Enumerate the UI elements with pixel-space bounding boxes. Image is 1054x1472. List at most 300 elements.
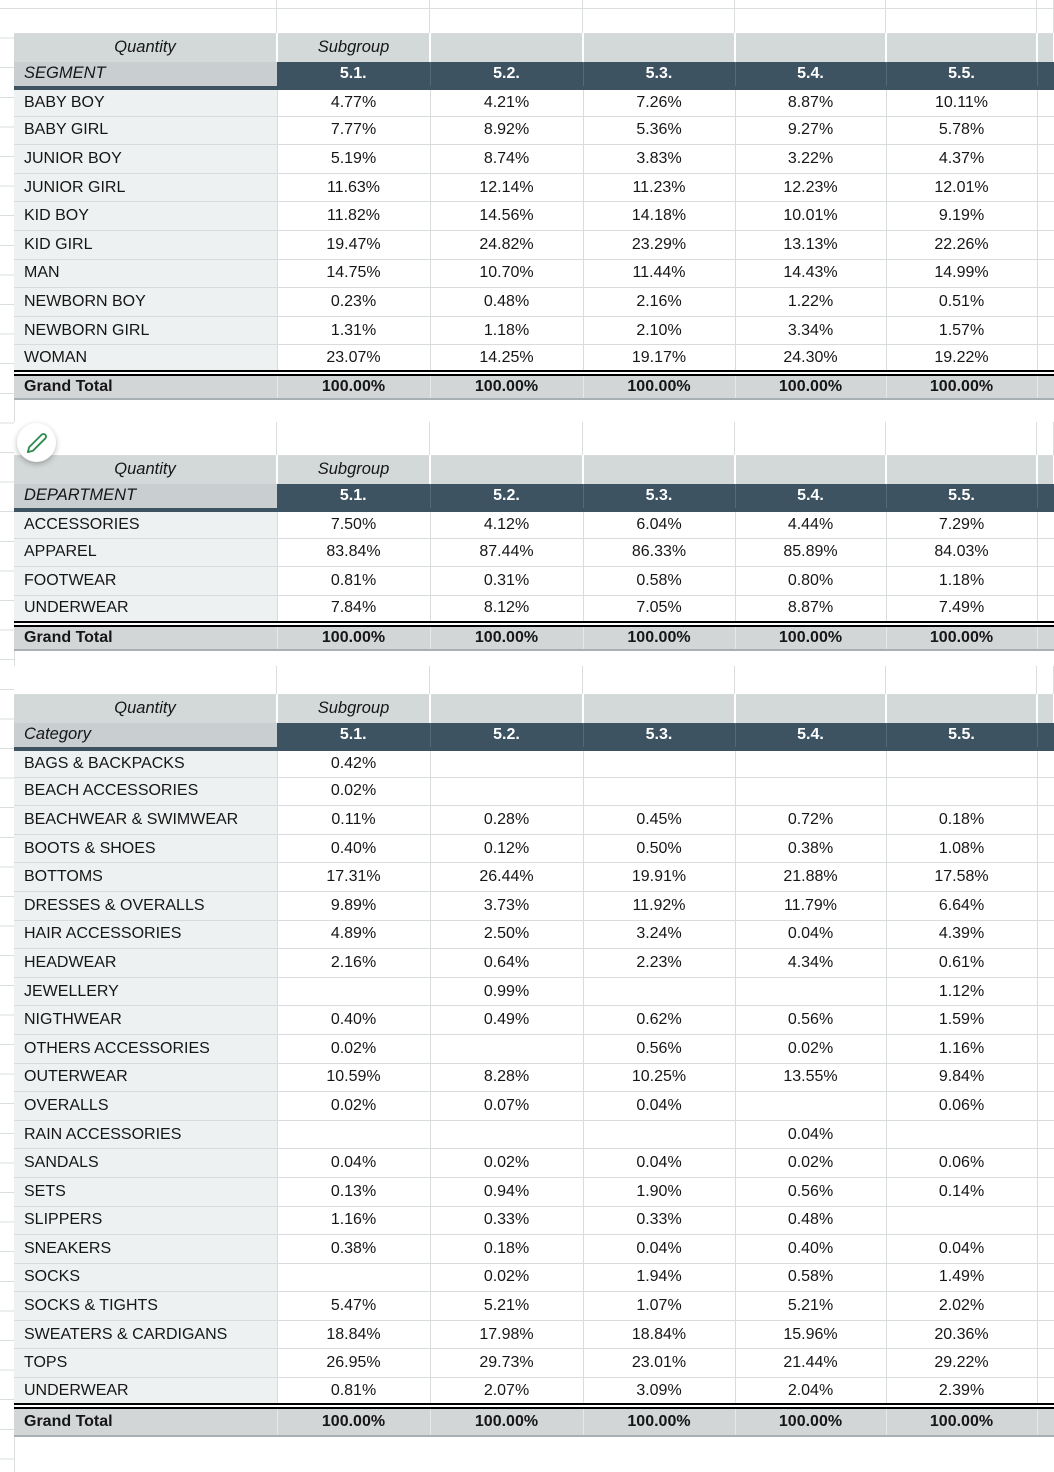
grand-total-value[interactable]: 100.00%: [886, 373, 1037, 399]
grand-total-value[interactable]: 100.00%: [277, 1406, 430, 1436]
empty-cell[interactable]: [735, 666, 886, 694]
value-cell[interactable]: 5.47%: [277, 1292, 430, 1321]
empty-cell[interactable]: [583, 422, 735, 455]
overflow-cell[interactable]: [1037, 538, 1054, 567]
overflow-cell[interactable]: [1037, 1320, 1054, 1349]
value-cell[interactable]: 2.50%: [430, 920, 583, 949]
value-cell[interactable]: 0.04%: [583, 1092, 735, 1121]
empty-cell[interactable]: [886, 0, 1037, 33]
header-cell-empty[interactable]: [1037, 456, 1054, 484]
value-cell[interactable]: 18.84%: [583, 1320, 735, 1349]
value-cell[interactable]: 1.57%: [886, 316, 1037, 345]
value-cell[interactable]: 0.02%: [277, 777, 430, 806]
overflow-cell[interactable]: [1037, 806, 1054, 835]
value-cell[interactable]: 0.06%: [886, 1149, 1037, 1178]
row-label-cell[interactable]: NEWBORN GIRL: [14, 316, 277, 345]
value-cell[interactable]: 11.44%: [583, 259, 735, 288]
value-cell[interactable]: [430, 749, 583, 778]
overflow-cell[interactable]: [1037, 1235, 1054, 1264]
overflow-cell[interactable]: [1037, 1006, 1054, 1035]
empty-cell[interactable]: [14, 666, 277, 694]
empty-cell[interactable]: [1037, 0, 1054, 33]
value-cell[interactable]: [277, 977, 430, 1006]
row-label-cell[interactable]: RAIN ACCESSORIES: [14, 1120, 277, 1149]
value-cell[interactable]: 23.29%: [583, 230, 735, 259]
grand-total-value[interactable]: 100.00%: [430, 373, 583, 399]
value-cell[interactable]: 3.73%: [430, 891, 583, 920]
value-cell[interactable]: 1.12%: [886, 977, 1037, 1006]
column-header[interactable]: 5.5.: [886, 62, 1037, 88]
value-cell[interactable]: 10.59%: [277, 1063, 430, 1092]
value-cell[interactable]: 4.77%: [277, 88, 430, 117]
row-label-cell[interactable]: BEACH ACCESSORIES: [14, 777, 277, 806]
value-cell[interactable]: 10.11%: [886, 88, 1037, 117]
header-cell-empty[interactable]: [886, 456, 1037, 484]
row-label-cell[interactable]: UNDERWEAR: [14, 595, 277, 624]
row-label-cell[interactable]: NEWBORN BOY: [14, 288, 277, 317]
overflow-cell[interactable]: [1037, 316, 1054, 345]
column-header[interactable]: 5.4.: [735, 484, 886, 510]
row-label-cell[interactable]: BABY BOY: [14, 88, 277, 117]
value-cell[interactable]: 0.31%: [430, 567, 583, 596]
row-label-cell[interactable]: HAIR ACCESSORIES: [14, 920, 277, 949]
overflow-cell[interactable]: [1037, 1063, 1054, 1092]
value-cell[interactable]: 23.01%: [583, 1349, 735, 1378]
value-cell[interactable]: 17.58%: [886, 863, 1037, 892]
value-cell[interactable]: 0.61%: [886, 949, 1037, 978]
value-cell[interactable]: 8.74%: [430, 145, 583, 174]
overflow-cell[interactable]: [1037, 1292, 1054, 1321]
value-cell[interactable]: 7.84%: [277, 595, 430, 624]
value-cell[interactable]: 0.02%: [430, 1263, 583, 1292]
column-header[interactable]: 5.2.: [430, 723, 583, 749]
empty-cell[interactable]: [14, 0, 277, 33]
value-cell[interactable]: 7.49%: [886, 595, 1037, 624]
empty-cell[interactable]: [430, 0, 583, 33]
value-cell[interactable]: 0.40%: [735, 1235, 886, 1264]
value-cell[interactable]: 1.59%: [886, 1006, 1037, 1035]
value-cell[interactable]: 2.07%: [430, 1378, 583, 1407]
value-cell[interactable]: 0.07%: [430, 1092, 583, 1121]
value-cell[interactable]: 0.13%: [277, 1177, 430, 1206]
value-cell[interactable]: 9.27%: [735, 116, 886, 145]
value-cell[interactable]: 0.94%: [430, 1177, 583, 1206]
header-cell-empty[interactable]: [583, 34, 735, 62]
grand-total-label[interactable]: Grand Total: [14, 1406, 277, 1436]
overflow-cell[interactable]: [1037, 345, 1054, 374]
empty-cell[interactable]: [430, 422, 583, 455]
overflow-cell[interactable]: [1037, 116, 1054, 145]
value-cell[interactable]: 0.64%: [430, 949, 583, 978]
empty-cell[interactable]: [583, 666, 735, 694]
quantity-header[interactable]: Quantity: [14, 456, 277, 484]
value-cell[interactable]: 11.79%: [735, 891, 886, 920]
header-cell-empty[interactable]: [735, 34, 886, 62]
value-cell[interactable]: 5.78%: [886, 116, 1037, 145]
row-label-cell[interactable]: DRESSES & OVERALLS: [14, 891, 277, 920]
value-cell[interactable]: 3.83%: [583, 145, 735, 174]
overflow-cell[interactable]: [1037, 920, 1054, 949]
value-cell[interactable]: 9.84%: [886, 1063, 1037, 1092]
overflow-cell[interactable]: [1037, 1378, 1054, 1407]
value-cell[interactable]: 6.64%: [886, 891, 1037, 920]
value-cell[interactable]: 12.23%: [735, 173, 886, 202]
value-cell[interactable]: 0.45%: [583, 806, 735, 835]
value-cell[interactable]: 3.22%: [735, 145, 886, 174]
overflow-cell[interactable]: [1037, 1206, 1054, 1235]
overflow-cell[interactable]: [1037, 749, 1054, 778]
value-cell[interactable]: 0.33%: [583, 1206, 735, 1235]
value-cell[interactable]: 0.04%: [583, 1149, 735, 1178]
header-cell-empty[interactable]: [735, 695, 886, 723]
column-header[interactable]: 5.4.: [735, 62, 886, 88]
empty-cell[interactable]: [583, 0, 735, 33]
value-cell[interactable]: 0.81%: [277, 567, 430, 596]
overflow-cell[interactable]: [1037, 230, 1054, 259]
value-cell[interactable]: 14.75%: [277, 259, 430, 288]
grand-total-value[interactable]: 100.00%: [277, 373, 430, 399]
grand-total-value[interactable]: 100.00%: [583, 1406, 735, 1436]
overflow-cell[interactable]: [1037, 977, 1054, 1006]
value-cell[interactable]: 14.25%: [430, 345, 583, 374]
row-label-cell[interactable]: SNEAKERS: [14, 1235, 277, 1264]
edit-button[interactable]: [17, 423, 56, 462]
value-cell[interactable]: 2.16%: [277, 949, 430, 978]
value-cell[interactable]: 0.72%: [735, 806, 886, 835]
grand-total-value[interactable]: 100.00%: [583, 624, 735, 650]
value-cell[interactable]: 8.28%: [430, 1063, 583, 1092]
overflow-cell[interactable]: [1037, 1092, 1054, 1121]
overflow-cell[interactable]: [1037, 145, 1054, 174]
value-cell[interactable]: 19.47%: [277, 230, 430, 259]
overflow-cell[interactable]: [1037, 173, 1054, 202]
value-cell[interactable]: 2.04%: [735, 1378, 886, 1407]
empty-cell[interactable]: [277, 666, 430, 694]
value-cell[interactable]: 5.21%: [735, 1292, 886, 1321]
grand-total-cut[interactable]: [1037, 624, 1054, 650]
grand-total-value[interactable]: 100.00%: [886, 624, 1037, 650]
value-cell[interactable]: 4.12%: [430, 510, 583, 539]
column-header[interactable]: 5.2.: [430, 62, 583, 88]
overflow-cell[interactable]: [1037, 202, 1054, 231]
column-header[interactable]: 5.3.: [583, 62, 735, 88]
value-cell[interactable]: 85.89%: [735, 538, 886, 567]
row-label-cell[interactable]: UNDERWEAR: [14, 1378, 277, 1407]
value-cell[interactable]: 0.81%: [277, 1378, 430, 1407]
value-cell[interactable]: 84.03%: [886, 538, 1037, 567]
value-cell[interactable]: 1.08%: [886, 834, 1037, 863]
value-cell[interactable]: 7.50%: [277, 510, 430, 539]
header-cell-empty[interactable]: [430, 695, 583, 723]
value-cell[interactable]: [583, 1120, 735, 1149]
overflow-cell[interactable]: [1037, 1034, 1054, 1063]
row-label-cell[interactable]: JUNIOR GIRL: [14, 173, 277, 202]
value-cell[interactable]: 6.04%: [583, 510, 735, 539]
row-label-cell[interactable]: OUTERWEAR: [14, 1063, 277, 1092]
header-cell-empty[interactable]: [735, 456, 886, 484]
value-cell[interactable]: [277, 1263, 430, 1292]
value-cell[interactable]: 11.23%: [583, 173, 735, 202]
value-cell[interactable]: 0.62%: [583, 1006, 735, 1035]
value-cell[interactable]: 10.25%: [583, 1063, 735, 1092]
header-cell-empty[interactable]: [1037, 695, 1054, 723]
row-label-cell[interactable]: KID GIRL: [14, 230, 277, 259]
row-label-cell[interactable]: BOOTS & SHOES: [14, 834, 277, 863]
value-cell[interactable]: [277, 1120, 430, 1149]
dimension-label[interactable]: SEGMENT: [14, 62, 277, 88]
value-cell[interactable]: 4.39%: [886, 920, 1037, 949]
value-cell[interactable]: 0.04%: [735, 1120, 886, 1149]
quantity-header[interactable]: Quantity: [14, 695, 277, 723]
header-cell-empty[interactable]: [886, 34, 1037, 62]
header-cell-empty[interactable]: [430, 34, 583, 62]
value-cell[interactable]: 0.04%: [886, 1235, 1037, 1264]
overflow-cell[interactable]: [1037, 1120, 1054, 1149]
column-header[interactable]: 5.2.: [430, 484, 583, 510]
value-cell[interactable]: [430, 1120, 583, 1149]
value-cell[interactable]: 0.04%: [277, 1149, 430, 1178]
row-label-cell[interactable]: SWEATERS & CARDIGANS: [14, 1320, 277, 1349]
value-cell[interactable]: 1.31%: [277, 316, 430, 345]
value-cell[interactable]: 0.58%: [583, 567, 735, 596]
subgroup-header[interactable]: Subgroup: [277, 695, 430, 723]
value-cell[interactable]: 0.04%: [735, 920, 886, 949]
value-cell[interactable]: 15.96%: [735, 1320, 886, 1349]
value-cell[interactable]: 0.18%: [886, 806, 1037, 835]
value-cell[interactable]: 8.92%: [430, 116, 583, 145]
value-cell[interactable]: 7.26%: [583, 88, 735, 117]
value-cell[interactable]: 24.82%: [430, 230, 583, 259]
column-header[interactable]: 5.1.: [277, 484, 430, 510]
quantity-header[interactable]: Quantity: [14, 34, 277, 62]
empty-cell[interactable]: [735, 422, 886, 455]
value-cell[interactable]: 0.02%: [277, 1092, 430, 1121]
row-label-cell[interactable]: KID BOY: [14, 202, 277, 231]
value-cell[interactable]: 4.44%: [735, 510, 886, 539]
value-cell[interactable]: 1.16%: [886, 1034, 1037, 1063]
row-label-cell[interactable]: JEWELLERY: [14, 977, 277, 1006]
value-cell[interactable]: 5.36%: [583, 116, 735, 145]
subgroup-header[interactable]: Subgroup: [277, 34, 430, 62]
column-header[interactable]: 5.3.: [583, 484, 735, 510]
empty-cell[interactable]: [1037, 422, 1054, 455]
value-cell[interactable]: 0.18%: [430, 1235, 583, 1264]
value-cell[interactable]: 0.40%: [277, 1006, 430, 1035]
value-cell[interactable]: 0.02%: [277, 1034, 430, 1063]
overflow-cell[interactable]: [1037, 1263, 1054, 1292]
value-cell[interactable]: 0.12%: [430, 834, 583, 863]
value-cell[interactable]: [735, 777, 886, 806]
value-cell[interactable]: 12.01%: [886, 173, 1037, 202]
overflow-cell[interactable]: [1037, 891, 1054, 920]
value-cell[interactable]: 5.19%: [277, 145, 430, 174]
column-header[interactable]: 5.1.: [277, 62, 430, 88]
overflow-cell[interactable]: [1037, 288, 1054, 317]
row-label-cell[interactable]: APPAREL: [14, 538, 277, 567]
row-label-cell[interactable]: SETS: [14, 1177, 277, 1206]
value-cell[interactable]: 2.39%: [886, 1378, 1037, 1407]
value-cell[interactable]: 2.16%: [583, 288, 735, 317]
overflow-cell[interactable]: [1037, 1349, 1054, 1378]
empty-cell[interactable]: [1037, 666, 1054, 694]
dimension-label[interactable]: Category: [14, 723, 277, 749]
value-cell[interactable]: 83.84%: [277, 538, 430, 567]
value-cell[interactable]: 8.87%: [735, 88, 886, 117]
overflow-cell[interactable]: [1037, 88, 1054, 117]
row-label-cell[interactable]: SOCKS: [14, 1263, 277, 1292]
grand-total-label[interactable]: Grand Total: [14, 373, 277, 399]
value-cell[interactable]: 10.70%: [430, 259, 583, 288]
value-cell[interactable]: 23.07%: [277, 345, 430, 374]
grand-total-value[interactable]: 100.00%: [430, 1406, 583, 1436]
value-cell[interactable]: 0.49%: [430, 1006, 583, 1035]
value-cell[interactable]: 26.44%: [430, 863, 583, 892]
value-cell[interactable]: 14.18%: [583, 202, 735, 231]
value-cell[interactable]: 26.95%: [277, 1349, 430, 1378]
value-cell[interactable]: [583, 749, 735, 778]
column-header-cut[interactable]: [1037, 62, 1054, 88]
value-cell[interactable]: 0.40%: [277, 834, 430, 863]
row-label-cell[interactable]: BAGS & BACKPACKS: [14, 749, 277, 778]
value-cell[interactable]: [583, 777, 735, 806]
overflow-cell[interactable]: [1037, 777, 1054, 806]
header-cell-empty[interactable]: [583, 695, 735, 723]
value-cell[interactable]: 11.82%: [277, 202, 430, 231]
column-header[interactable]: 5.1.: [277, 723, 430, 749]
value-cell[interactable]: 1.22%: [735, 288, 886, 317]
value-cell[interactable]: 0.11%: [277, 806, 430, 835]
column-header-cut[interactable]: [1037, 484, 1054, 510]
value-cell[interactable]: 1.94%: [583, 1263, 735, 1292]
value-cell[interactable]: 13.13%: [735, 230, 886, 259]
value-cell[interactable]: 29.73%: [430, 1349, 583, 1378]
value-cell[interactable]: 0.28%: [430, 806, 583, 835]
grand-total-cut[interactable]: [1037, 1406, 1054, 1436]
value-cell[interactable]: [735, 977, 886, 1006]
value-cell[interactable]: 24.30%: [735, 345, 886, 374]
value-cell[interactable]: 1.18%: [886, 567, 1037, 596]
value-cell[interactable]: [430, 777, 583, 806]
row-label-cell[interactable]: SANDALS: [14, 1149, 277, 1178]
value-cell[interactable]: 11.63%: [277, 173, 430, 202]
row-label-cell[interactable]: NIGTHWEAR: [14, 1006, 277, 1035]
row-label-cell[interactable]: SLIPPERS: [14, 1206, 277, 1235]
value-cell[interactable]: [735, 1092, 886, 1121]
value-cell[interactable]: 1.16%: [277, 1206, 430, 1235]
value-cell[interactable]: 3.24%: [583, 920, 735, 949]
value-cell[interactable]: 19.22%: [886, 345, 1037, 374]
column-header[interactable]: 5.5.: [886, 484, 1037, 510]
column-header[interactable]: 5.3.: [583, 723, 735, 749]
value-cell[interactable]: 87.44%: [430, 538, 583, 567]
grand-total-value[interactable]: 100.00%: [735, 373, 886, 399]
value-cell[interactable]: 0.80%: [735, 567, 886, 596]
value-cell[interactable]: 14.56%: [430, 202, 583, 231]
column-header-cut[interactable]: [1037, 723, 1054, 749]
value-cell[interactable]: 0.56%: [735, 1177, 886, 1206]
row-label-cell[interactable]: BOTTOMS: [14, 863, 277, 892]
header-cell-empty[interactable]: [583, 456, 735, 484]
row-label-cell[interactable]: OVERALLS: [14, 1092, 277, 1121]
value-cell[interactable]: 8.12%: [430, 595, 583, 624]
value-cell[interactable]: 2.02%: [886, 1292, 1037, 1321]
value-cell[interactable]: 2.10%: [583, 316, 735, 345]
empty-cell[interactable]: [886, 422, 1037, 455]
value-cell[interactable]: 14.99%: [886, 259, 1037, 288]
value-cell[interactable]: 29.22%: [886, 1349, 1037, 1378]
row-label-cell[interactable]: ACCESSORIES: [14, 510, 277, 539]
value-cell[interactable]: 20.36%: [886, 1320, 1037, 1349]
value-cell[interactable]: 0.33%: [430, 1206, 583, 1235]
value-cell[interactable]: 4.89%: [277, 920, 430, 949]
value-cell[interactable]: 21.88%: [735, 863, 886, 892]
grand-total-value[interactable]: 100.00%: [583, 373, 735, 399]
row-label-cell[interactable]: BEACHWEAR & SWIMWEAR: [14, 806, 277, 835]
grand-total-cut[interactable]: [1037, 373, 1054, 399]
value-cell[interactable]: 0.02%: [735, 1034, 886, 1063]
overflow-cell[interactable]: [1037, 834, 1054, 863]
header-cell-empty[interactable]: [430, 456, 583, 484]
value-cell[interactable]: 1.49%: [886, 1263, 1037, 1292]
column-header[interactable]: 5.4.: [735, 723, 886, 749]
row-label-cell[interactable]: OTHERS ACCESSORIES: [14, 1034, 277, 1063]
value-cell[interactable]: 0.23%: [277, 288, 430, 317]
value-cell[interactable]: 13.55%: [735, 1063, 886, 1092]
row-label-cell[interactable]: JUNIOR BOY: [14, 145, 277, 174]
value-cell[interactable]: [886, 1206, 1037, 1235]
column-header[interactable]: 5.5.: [886, 723, 1037, 749]
value-cell[interactable]: 0.56%: [583, 1034, 735, 1063]
dimension-label[interactable]: DEPARTMENT: [14, 484, 277, 510]
empty-cell[interactable]: [277, 0, 430, 33]
value-cell[interactable]: 0.14%: [886, 1177, 1037, 1206]
value-cell[interactable]: [430, 1034, 583, 1063]
value-cell[interactable]: 11.92%: [583, 891, 735, 920]
value-cell[interactable]: 22.26%: [886, 230, 1037, 259]
value-cell[interactable]: 0.48%: [735, 1206, 886, 1235]
value-cell[interactable]: 86.33%: [583, 538, 735, 567]
value-cell[interactable]: 21.44%: [735, 1349, 886, 1378]
value-cell[interactable]: 0.02%: [430, 1149, 583, 1178]
value-cell[interactable]: 0.38%: [735, 834, 886, 863]
header-cell-empty[interactable]: [886, 695, 1037, 723]
grand-total-value[interactable]: 100.00%: [735, 1406, 886, 1436]
value-cell[interactable]: 7.05%: [583, 595, 735, 624]
grand-total-value[interactable]: 100.00%: [430, 624, 583, 650]
grand-total-value[interactable]: 100.00%: [735, 624, 886, 650]
value-cell[interactable]: 0.50%: [583, 834, 735, 863]
row-label-cell[interactable]: WOMAN: [14, 345, 277, 374]
row-label-cell[interactable]: FOOTWEAR: [14, 567, 277, 596]
overflow-cell[interactable]: [1037, 259, 1054, 288]
value-cell[interactable]: 19.17%: [583, 345, 735, 374]
value-cell[interactable]: 17.98%: [430, 1320, 583, 1349]
value-cell[interactable]: [583, 977, 735, 1006]
value-cell[interactable]: 10.01%: [735, 202, 886, 231]
overflow-cell[interactable]: [1037, 949, 1054, 978]
overflow-cell[interactable]: [1037, 510, 1054, 539]
value-cell[interactable]: 3.34%: [735, 316, 886, 345]
value-cell[interactable]: 1.18%: [430, 316, 583, 345]
overflow-cell[interactable]: [1037, 1149, 1054, 1178]
value-cell[interactable]: [886, 1120, 1037, 1149]
row-label-cell[interactable]: MAN: [14, 259, 277, 288]
value-cell[interactable]: 0.02%: [735, 1149, 886, 1178]
value-cell[interactable]: 0.48%: [430, 288, 583, 317]
value-cell[interactable]: 0.04%: [583, 1235, 735, 1264]
value-cell[interactable]: 12.14%: [430, 173, 583, 202]
value-cell[interactable]: 4.34%: [735, 949, 886, 978]
